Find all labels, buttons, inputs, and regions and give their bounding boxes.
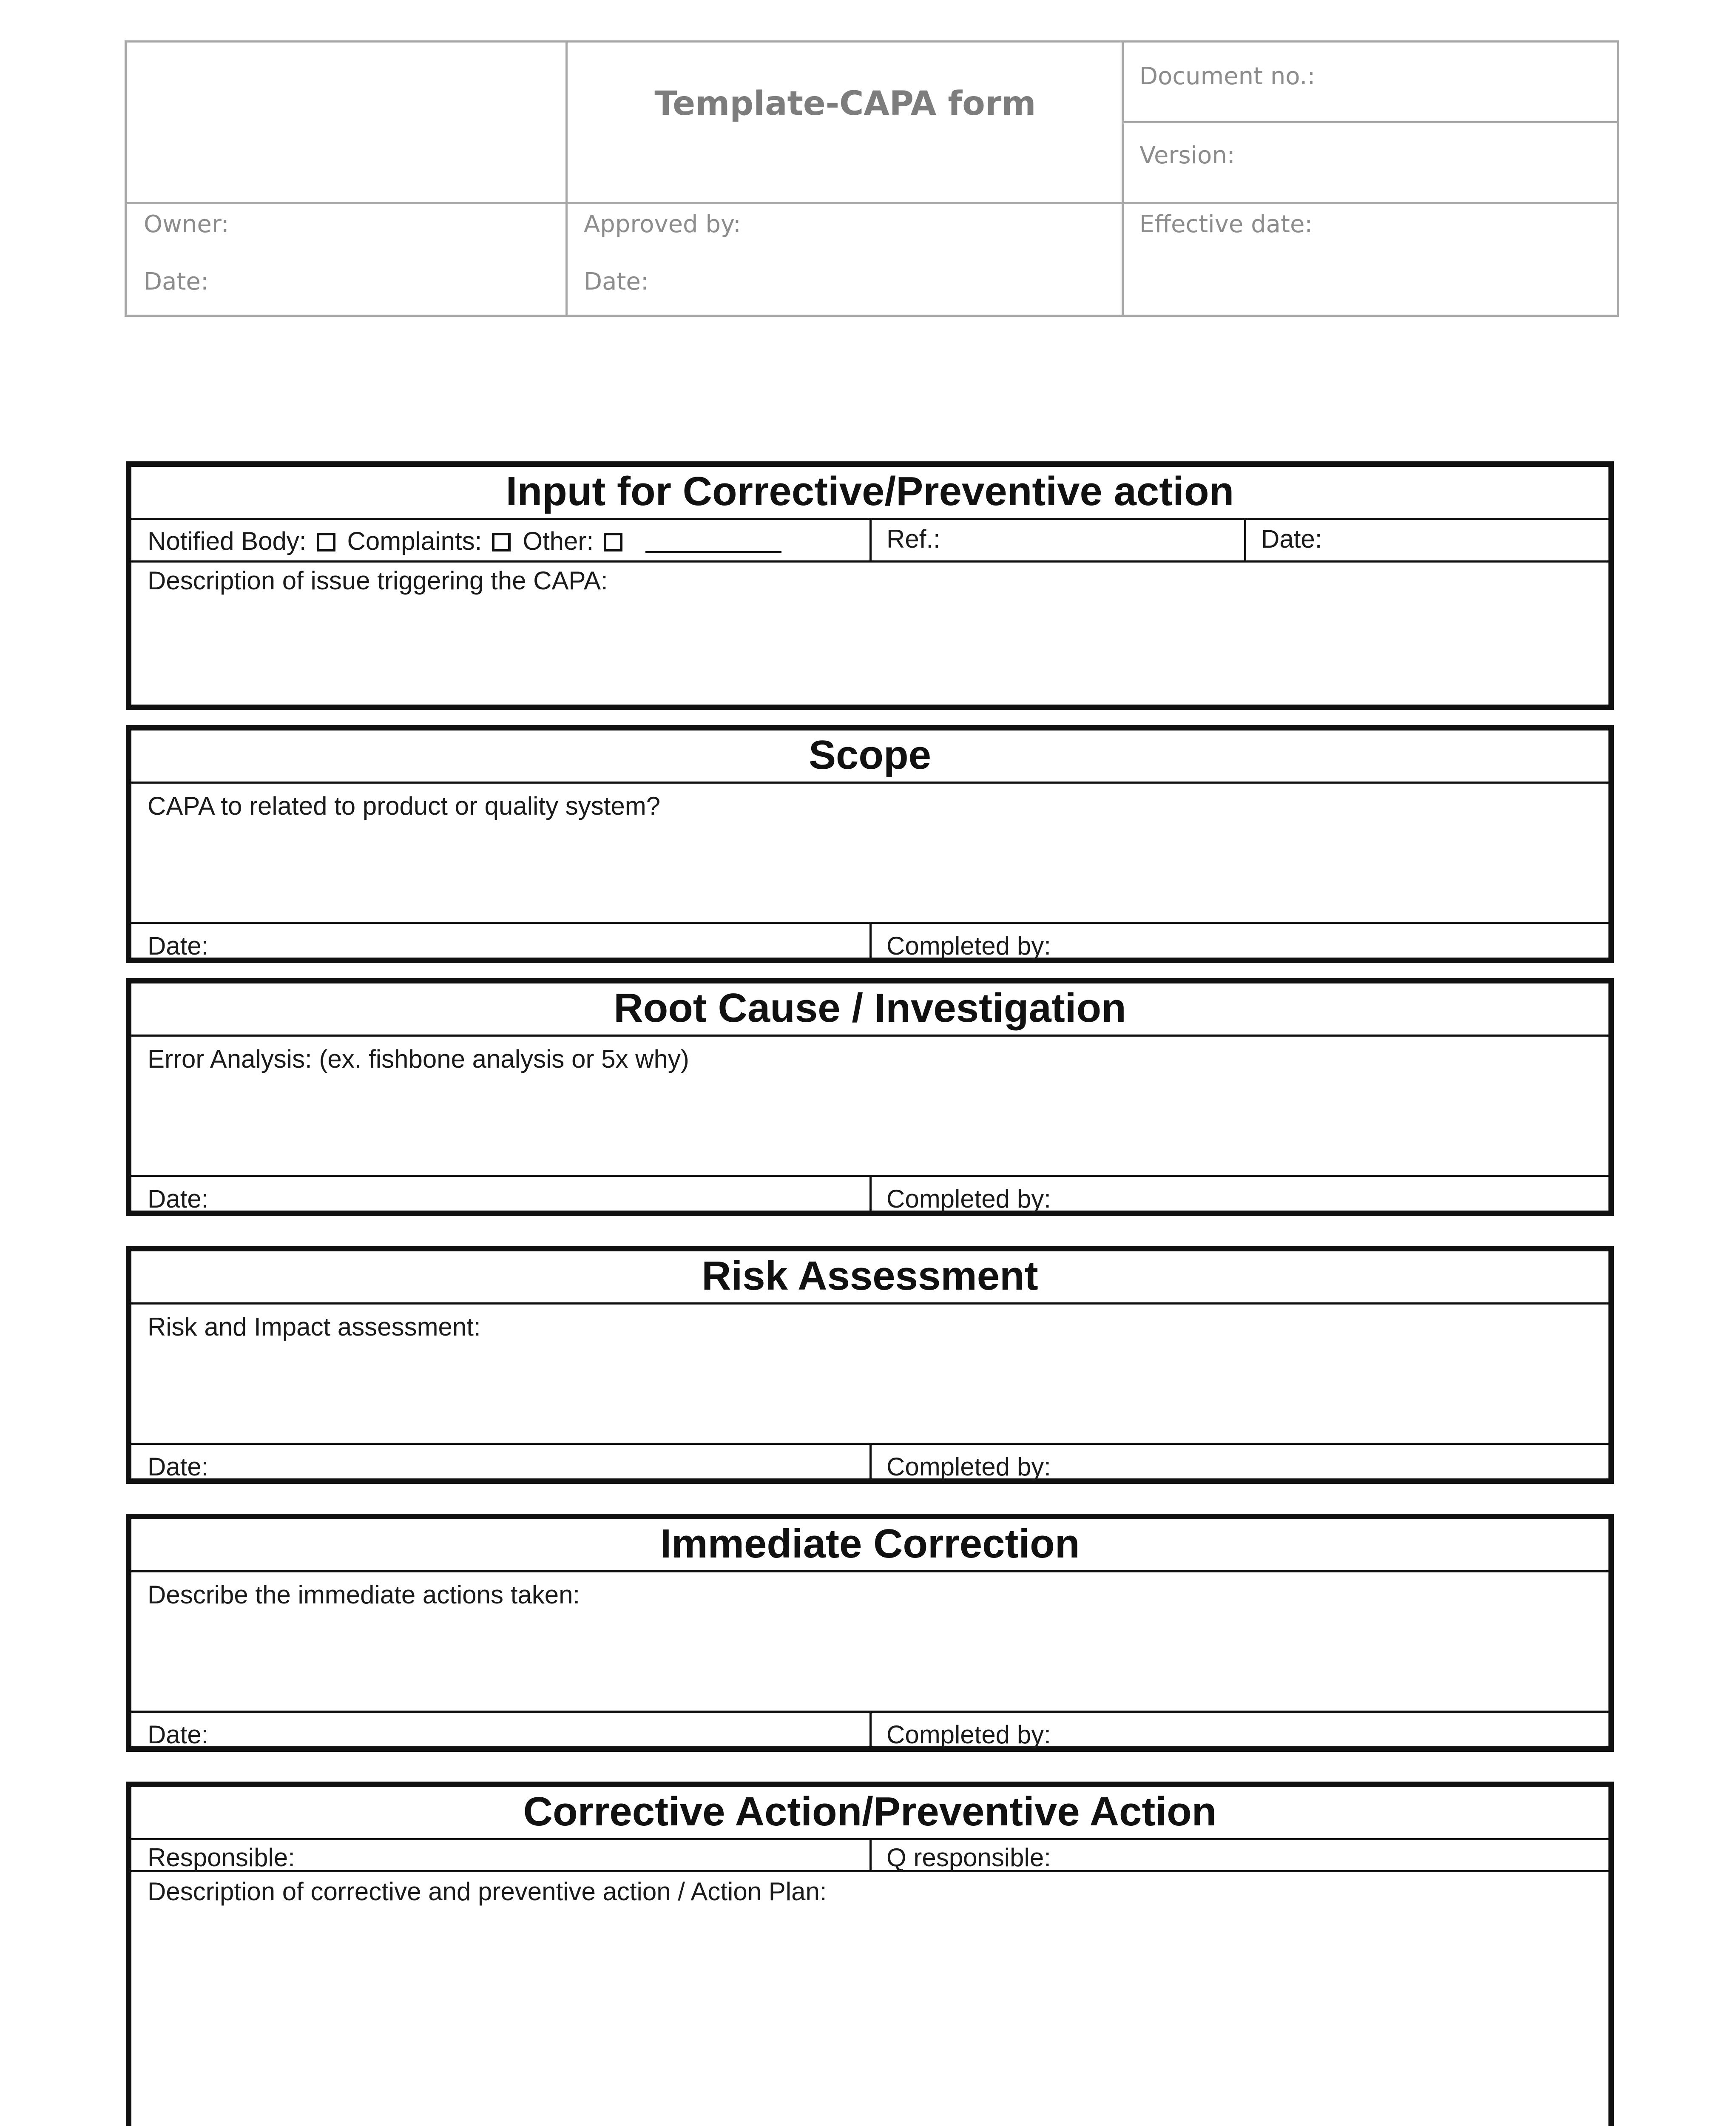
other-label: Other: — [523, 527, 594, 555]
root-cause-completed-by-label: Completed by: — [886, 1185, 1051, 1213]
other-blank-field[interactable] — [645, 529, 781, 553]
row-divider — [131, 1302, 1608, 1305]
header-divider — [565, 43, 568, 315]
immediate-prompt: Describe the immediate actions taken: — [148, 1580, 580, 1609]
description-label: Description of issue triggering the CAPA: — [148, 566, 608, 595]
column-divider — [869, 518, 872, 560]
section-title: Scope — [808, 732, 932, 778]
owner-date-label: Date: — [144, 268, 209, 296]
section-risk-assessment — [126, 1246, 1614, 1484]
risk-prompt: Risk and Impact assessment: — [148, 1313, 481, 1341]
section-input — [126, 461, 1614, 710]
effective-date-label: Effective date: — [1139, 210, 1313, 238]
notified-body-label: Notified Body: — [148, 527, 307, 555]
document-title: Template-CAPA form — [654, 85, 1036, 123]
row-divider — [131, 1035, 1608, 1037]
approved-by-label: Approved by: — [584, 210, 741, 238]
section-scope — [126, 725, 1614, 963]
section-title: Risk Assessment — [702, 1253, 1038, 1299]
column-divider — [869, 1711, 872, 1752]
responsible-label: Responsible: — [148, 1843, 295, 1872]
version-label: Version: — [1139, 142, 1235, 169]
immediate-completed-by-label: Completed by: — [886, 1720, 1051, 1749]
column-divider — [869, 922, 872, 963]
source-options — [148, 529, 781, 554]
column-divider — [869, 1838, 872, 1870]
root-cause-prompt: Error Analysis: (ex. fishbone analysis or 5x why) — [148, 1045, 689, 1073]
header-divider — [1122, 121, 1617, 123]
complaints-label: Complaints: — [347, 527, 482, 555]
q-responsible-label: Q responsible: — [886, 1843, 1051, 1872]
document-header-table — [125, 40, 1619, 317]
immediate-date-label: Date: — [148, 1720, 209, 1749]
row-divider — [131, 782, 1608, 784]
header-divider — [1122, 43, 1124, 315]
section-immediate-correction — [126, 1514, 1614, 1752]
section-title: Input for Corrective/Preventive action — [506, 469, 1234, 514]
owner-label: Owner: — [144, 210, 229, 238]
ref-label: Ref.: — [886, 525, 940, 553]
header-divider — [127, 202, 1617, 204]
scope-prompt: CAPA to related to product or quality system? — [148, 792, 661, 820]
section-title: Corrective Action/Preventive Action — [523, 1789, 1217, 1834]
row-divider — [131, 1570, 1608, 1572]
notified-body-checkbox[interactable] — [317, 533, 335, 551]
section-root-cause — [126, 978, 1614, 1216]
approved-date-label: Date: — [584, 268, 649, 296]
section-title: Immediate Correction — [660, 1521, 1080, 1566]
action-plan-prompt: Description of corrective and preventive action / Action Plan: — [148, 1877, 827, 1906]
risk-completed-by-label: Completed by: — [886, 1452, 1051, 1481]
column-divider — [869, 1443, 872, 1484]
row-divider — [131, 1870, 1608, 1872]
row-divider — [131, 560, 1608, 563]
document-no-label: Document no.: — [1139, 63, 1315, 90]
other-checkbox[interactable] — [604, 533, 622, 551]
root-cause-date-label: Date: — [148, 1185, 209, 1213]
scope-completed-by-label: Completed by: — [886, 932, 1051, 960]
column-divider — [1244, 518, 1246, 560]
complaints-checkbox[interactable] — [492, 533, 511, 551]
section-title: Root Cause / Investigation — [614, 985, 1126, 1031]
section-corrective-preventive-action — [126, 1782, 1614, 2126]
column-divider — [869, 1175, 872, 1216]
scope-date-label: Date: — [148, 932, 209, 960]
risk-date-label: Date: — [148, 1452, 209, 1481]
input-date-label: Date: — [1261, 525, 1322, 553]
